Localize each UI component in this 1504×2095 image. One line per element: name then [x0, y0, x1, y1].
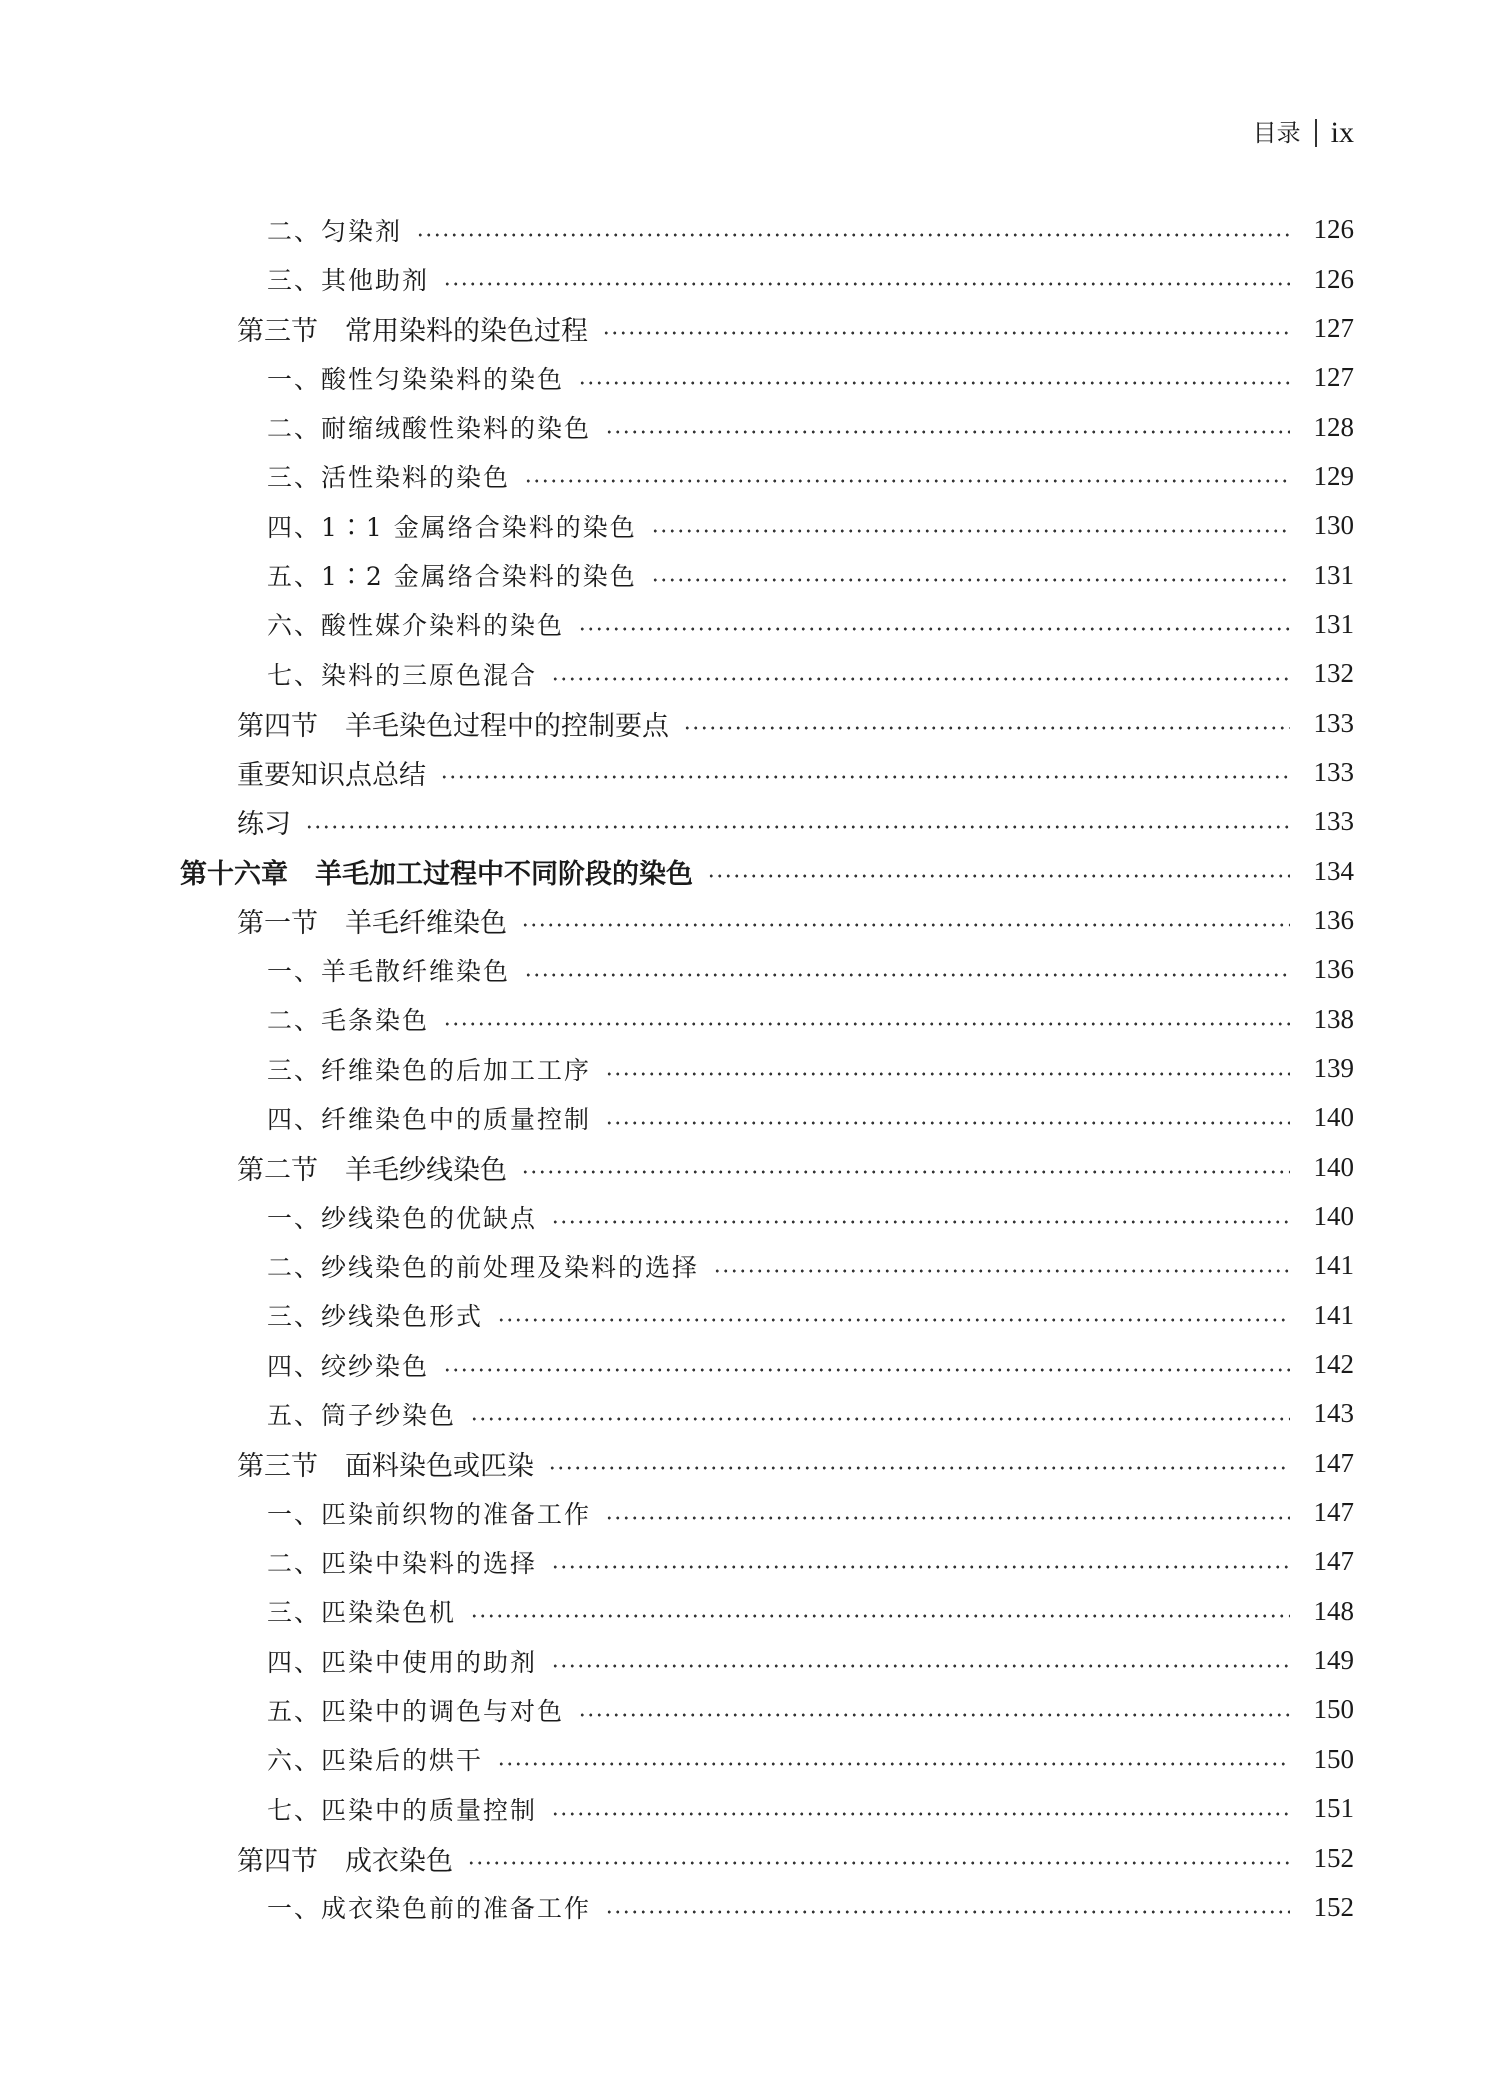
dot-leader	[305, 825, 1290, 829]
toc-entry-title: 七、染料的三原色混合	[267, 660, 538, 690]
toc-entry-item[interactable]	[0, 1685, 1504, 1734]
toc-entry-title: 六、酸性媒介染料的染色	[267, 611, 565, 641]
dot-leader	[551, 1812, 1290, 1816]
toc-entry-section[interactable]	[0, 1833, 1504, 1882]
toc-entry-title: 三、活性染料的染色	[267, 463, 511, 493]
toc-entry-page-number: 147	[1313, 1546, 1354, 1577]
toc-entry-section[interactable]	[0, 698, 1504, 747]
toc-entry-item[interactable]	[0, 254, 1504, 303]
toc-entry-title: 一、匹染前织物的准备工作	[267, 1499, 592, 1529]
dot-leader	[605, 1072, 1290, 1076]
toc-entry-page-number: 128	[1313, 411, 1354, 442]
toc-entry-title: 五、筒子纱染色	[267, 1400, 457, 1430]
toc-entry-item[interactable]	[0, 1389, 1504, 1438]
toc-entry-item[interactable]	[0, 452, 1504, 501]
toc-entry-item[interactable]	[0, 1735, 1504, 1784]
toc-entry-item[interactable]	[0, 205, 1504, 254]
toc-entry-page-number: 152	[1313, 1842, 1354, 1873]
dot-leader	[443, 282, 1290, 286]
toc-entry-page-number: 147	[1313, 1497, 1354, 1528]
dot-leader	[443, 1022, 1290, 1026]
toc-entry-title: 五、1∶2 金属络合染料的染色	[267, 562, 637, 592]
toc-entry-title: 二、纱线染色的前处理及染料的选择	[267, 1252, 700, 1282]
toc-entry-title: 二、匀染剂	[267, 216, 403, 246]
toc-entry-page-number: 132	[1313, 658, 1354, 689]
toc-entry-item[interactable]	[0, 402, 1504, 451]
toc-entry-section[interactable]	[0, 896, 1504, 945]
toc-entry-title: 一、成衣染色前的准备工作	[267, 1894, 592, 1924]
toc-entry-page-number: 143	[1313, 1398, 1354, 1429]
toc-entry-page-number: 150	[1313, 1694, 1354, 1725]
toc-entry-title: 第四节 成衣染色	[237, 1845, 453, 1877]
table-of-contents	[0, 205, 1504, 1932]
dot-leader	[651, 529, 1290, 533]
toc-entry-title: 二、匹染中染料的选择	[267, 1548, 538, 1578]
dot-leader	[605, 1121, 1290, 1125]
toc-entry-title: 重要知识点总结	[237, 759, 426, 791]
toc-entry-title: 第十六章 羊毛加工过程中不同阶段的染色	[180, 858, 693, 890]
toc-entry-title: 第一节 羊毛纤维染色	[237, 907, 507, 939]
dot-leader	[548, 1466, 1290, 1470]
toc-entry-title: 三、其他助剂	[267, 266, 430, 296]
toc-entry-title: 六、匹染后的烘干	[267, 1746, 484, 1776]
dot-leader	[683, 726, 1290, 730]
dot-leader	[551, 1220, 1290, 1224]
dot-leader	[443, 1368, 1290, 1372]
toc-entry-section[interactable]	[0, 1143, 1504, 1192]
toc-entry-page-number: 140	[1313, 1151, 1354, 1182]
toc-entry-item[interactable]	[0, 1488, 1504, 1537]
toc-entry-item[interactable]	[0, 1044, 1504, 1093]
toc-entry-title: 二、耐缩绒酸性染料的染色	[267, 414, 592, 444]
toc-entry-title: 四、纤维染色中的质量控制	[267, 1104, 592, 1134]
toc-entry-item[interactable]	[0, 1537, 1504, 1586]
dot-leader	[713, 1269, 1290, 1273]
dot-leader	[521, 923, 1290, 927]
dot-leader	[707, 874, 1290, 878]
toc-entry-page-number: 149	[1313, 1645, 1354, 1676]
header-divider	[1315, 119, 1317, 147]
toc-entry-page-number: 140	[1313, 1102, 1354, 1133]
toc-entry-page-number: 134	[1313, 855, 1354, 886]
toc-entry-section[interactable]	[0, 797, 1504, 846]
dot-leader	[521, 1170, 1290, 1174]
toc-entry-page-number: 139	[1313, 1053, 1354, 1084]
toc-entry-item[interactable]	[0, 1883, 1504, 1932]
toc-entry-title: 一、纱线染色的优缺点	[267, 1203, 538, 1233]
toc-entry-item[interactable]	[0, 945, 1504, 994]
toc-entry-page-number: 129	[1313, 460, 1354, 491]
toc-entry-title: 第三节 面料染色或匹染	[237, 1450, 534, 1482]
dot-leader	[651, 578, 1290, 582]
toc-entry-item[interactable]	[0, 995, 1504, 1044]
dot-leader	[551, 677, 1290, 681]
toc-entry-section[interactable]	[0, 748, 1504, 797]
toc-entry-item[interactable]	[0, 649, 1504, 698]
toc-entry-item[interactable]	[0, 1784, 1504, 1833]
toc-entry-item[interactable]	[0, 501, 1504, 550]
header-page-number: ix	[1330, 116, 1354, 149]
dot-leader	[524, 973, 1290, 977]
dot-leader	[578, 381, 1290, 385]
toc-entry-page-number: 140	[1313, 1201, 1354, 1232]
toc-entry-page-number: 133	[1313, 806, 1354, 837]
dot-leader	[551, 1664, 1290, 1668]
toc-entry-title: 练习	[237, 809, 291, 841]
toc-entry-page-number: 126	[1313, 263, 1354, 294]
dot-leader	[440, 775, 1290, 779]
toc-entry-item[interactable]	[0, 1636, 1504, 1685]
toc-entry-section[interactable]	[0, 1439, 1504, 1488]
toc-entry-page-number: 138	[1313, 1003, 1354, 1034]
dot-leader	[524, 479, 1290, 483]
dot-leader	[497, 1318, 1290, 1322]
toc-entry-title: 七、匹染中的质量控制	[267, 1795, 538, 1825]
dot-leader	[497, 1762, 1290, 1766]
toc-entry-item[interactable]	[0, 550, 1504, 599]
dot-leader	[605, 1910, 1290, 1914]
toc-entry-title: 二、毛条染色	[267, 1006, 430, 1036]
toc-entry-page-number: 126	[1313, 214, 1354, 245]
dot-leader	[470, 1614, 1290, 1618]
toc-entry-title: 一、酸性匀染染料的染色	[267, 364, 565, 394]
toc-entry-item[interactable]	[0, 1587, 1504, 1636]
toc-entry-page-number: 147	[1313, 1447, 1354, 1478]
toc-entry-page-number: 131	[1313, 608, 1354, 639]
dot-leader	[602, 331, 1290, 335]
toc-entry-title: 一、羊毛散纤维染色	[267, 956, 511, 986]
dot-leader	[578, 627, 1290, 631]
toc-entry-title: 三、纤维染色的后加工工序	[267, 1055, 592, 1085]
toc-entry-title: 第三节 常用染料的染色过程	[237, 315, 588, 347]
toc-entry-item[interactable]	[0, 1340, 1504, 1389]
toc-entry-title: 四、1∶1 金属络合染料的染色	[267, 512, 637, 542]
header-section-label: 目录	[1252, 119, 1301, 147]
dot-leader	[470, 1417, 1290, 1421]
toc-entry-page-number: 141	[1313, 1250, 1354, 1281]
toc-entry-page-number: 133	[1313, 707, 1354, 738]
toc-entry-title: 五、匹染中的调色与对色	[267, 1696, 565, 1726]
toc-entry-title: 第二节 羊毛纱线染色	[237, 1154, 507, 1186]
dot-leader	[578, 1713, 1290, 1717]
dot-leader	[605, 430, 1290, 434]
toc-entry-page-number: 127	[1313, 312, 1354, 343]
toc-entry-page-number: 148	[1313, 1595, 1354, 1626]
toc-entry-page-number: 133	[1313, 756, 1354, 787]
toc-entry-title: 三、纱线染色形式	[267, 1302, 484, 1332]
toc-entry-page-number: 136	[1313, 954, 1354, 985]
toc-entry-title: 三、匹染染色机	[267, 1598, 457, 1628]
toc-entry-page-number: 151	[1313, 1793, 1354, 1824]
toc-entry-item[interactable]	[0, 1192, 1504, 1241]
toc-entry-item[interactable]	[0, 1093, 1504, 1142]
dot-leader	[551, 1565, 1290, 1569]
running-header	[1253, 118, 1354, 148]
toc-entry-title: 第四节 羊毛染色过程中的控制要点	[237, 710, 669, 742]
dot-leader	[467, 1861, 1290, 1865]
dot-leader	[605, 1516, 1290, 1520]
dot-leader	[416, 233, 1290, 237]
toc-entry-page-number: 130	[1313, 510, 1354, 541]
toc-entry-item[interactable]	[0, 353, 1504, 402]
toc-entry-page-number: 127	[1313, 362, 1354, 393]
toc-entry-page-number: 136	[1313, 904, 1354, 935]
toc-entry-title: 四、匹染中使用的助剂	[267, 1647, 538, 1677]
toc-entry-page-number: 150	[1313, 1743, 1354, 1774]
toc-entry-page-number: 131	[1313, 559, 1354, 590]
toc-entry-item[interactable]	[0, 1291, 1504, 1340]
toc-entry-title: 四、绞纱染色	[267, 1351, 430, 1381]
toc-entry-chapter[interactable]	[0, 846, 1504, 895]
toc-entry-page-number: 152	[1313, 1891, 1354, 1922]
toc-entry-item[interactable]	[0, 600, 1504, 649]
toc-entry-page-number: 141	[1313, 1299, 1354, 1330]
toc-entry-page-number: 142	[1313, 1349, 1354, 1380]
toc-entry-section[interactable]	[0, 304, 1504, 353]
toc-entry-item[interactable]	[0, 1241, 1504, 1290]
